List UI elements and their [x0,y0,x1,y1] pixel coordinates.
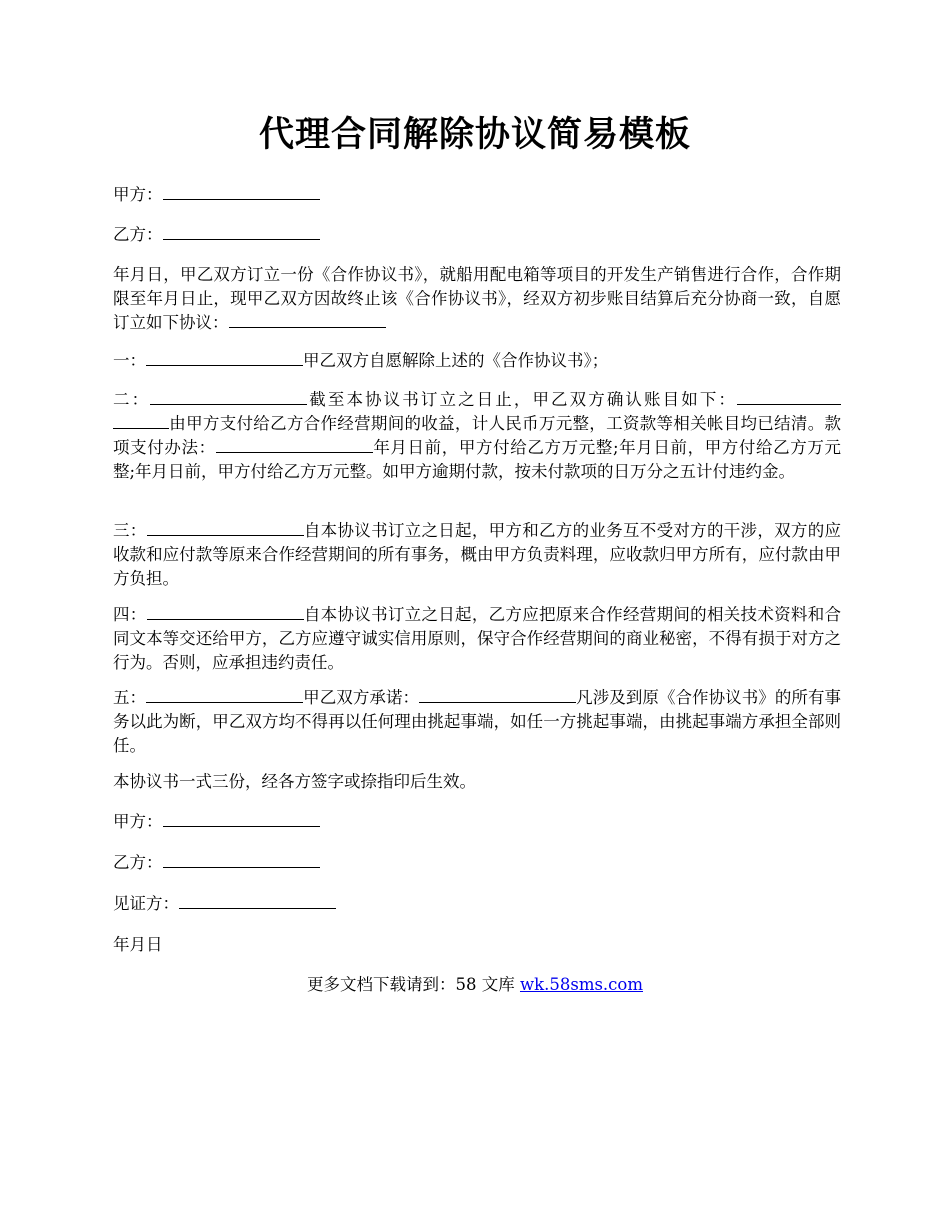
clause-4-blank [147,604,304,620]
clause-2-text-a: 截至本协议书订立之日止，甲乙双方确认账目如下： [307,390,738,409]
clause-3-blank [147,520,304,536]
party-b-line [113,223,320,247]
clause-5-blank-2 [419,687,576,703]
footer-link[interactable]: wk.58sms.com [519,975,643,994]
clause-5-text-b: 凡涉及到原《合作协议书》的所有事务以此为断，甲乙双方均不得再以任何理由挑起事端，如任一方挑起事端，由挑起事端方承担全部则任。 [113,688,842,755]
clause-5-prefix: 五： [113,688,147,707]
clause-2 [113,388,841,484]
party-b-label: 乙方： [113,225,163,244]
sign-b-label: 乙方： [113,853,163,872]
footer-text: 更多文档下载请到：58 文库 [306,975,520,994]
document-title: 代理合同解除协议简易模板 [258,114,691,155]
party-a-line [113,183,320,207]
witness-line [113,892,336,916]
clause-5-text-a: 甲乙双方承诺： [303,688,420,707]
witness-label: 见证方： [113,894,179,913]
clause-3 [113,519,841,591]
party-b-blank [163,224,320,240]
clause-2-prefix: 二： [113,390,151,409]
sign-a-line [113,810,320,834]
clause-2-blank-2 [737,389,841,405]
sign-b-line [113,851,320,875]
clause-4 [113,603,841,675]
intro-text: 年月日，甲乙双方订立一份《合作协议书》，就船用配电箱等项目的开发生产销售进行合作，合作期限至年月日止，现甲乙双方因故终止该《合作协议书》，经双方初步账目结算后充分协商一致，自愿订立如下协议： [113,265,841,332]
clause-1-blank [146,350,303,366]
clause-2-text-c: 年月日前，甲方付给乙方万元整;年月日前，甲方付给乙方万元整;年月日前，甲方付给乙方万元整。如甲方逾期付款，按未付款项的日万分之五计付违约金。 [113,438,842,481]
clause-2-blank-3 [216,437,373,453]
sign-a-label: 甲方： [113,812,163,831]
clause-1 [113,349,841,373]
clause-3-prefix: 三： [113,521,147,540]
clause-1-text: 甲乙双方自愿解除上述的《合作协议书》； [303,351,609,370]
clause-3-text: 自本协议书订立之日起，甲方和乙方的业务互不受对方的干涉，双方的应收款和应付款等原来合作经营期间的所有事务，概由甲方负责料理，应收款归甲方所有，应付款由甲方负担。 [113,521,842,588]
clause-4-prefix: 四： [113,605,147,624]
date-line: 年月日 [113,935,163,954]
clause-4-text: 自本协议书订立之日起，乙方应把原来合作经营期间的相关技术资料和合同文本等交还给甲方，乙方应遵守诚实信用原则，保守合作经营期间的商业秘密，不得有损于对方之行为。否则，应承担违约责任。 [113,605,842,672]
party-a-label: 甲方： [113,185,163,204]
footer [0,973,950,997]
sign-b-blank [163,852,320,868]
sign-a-blank [163,811,320,827]
intro-paragraph [113,263,841,335]
clause-2-blank-1 [150,389,307,405]
clause-5 [113,686,841,758]
clause-1-prefix: 一： [113,351,146,370]
clause-2-blank-2b [113,413,169,429]
clause-5-blank-1 [146,687,303,703]
intro-blank [229,312,386,328]
clause-2-text-b: 由甲方支付给乙方合作经营期间的收益，计人民币万元整，工资款等相关帐目均已结清。款项支付办法： [113,414,841,457]
witness-blank [179,893,336,909]
closing-line: 本协议书一式三份，经各方签字或捺指印后生效。 [113,772,476,791]
party-a-blank [163,184,320,200]
